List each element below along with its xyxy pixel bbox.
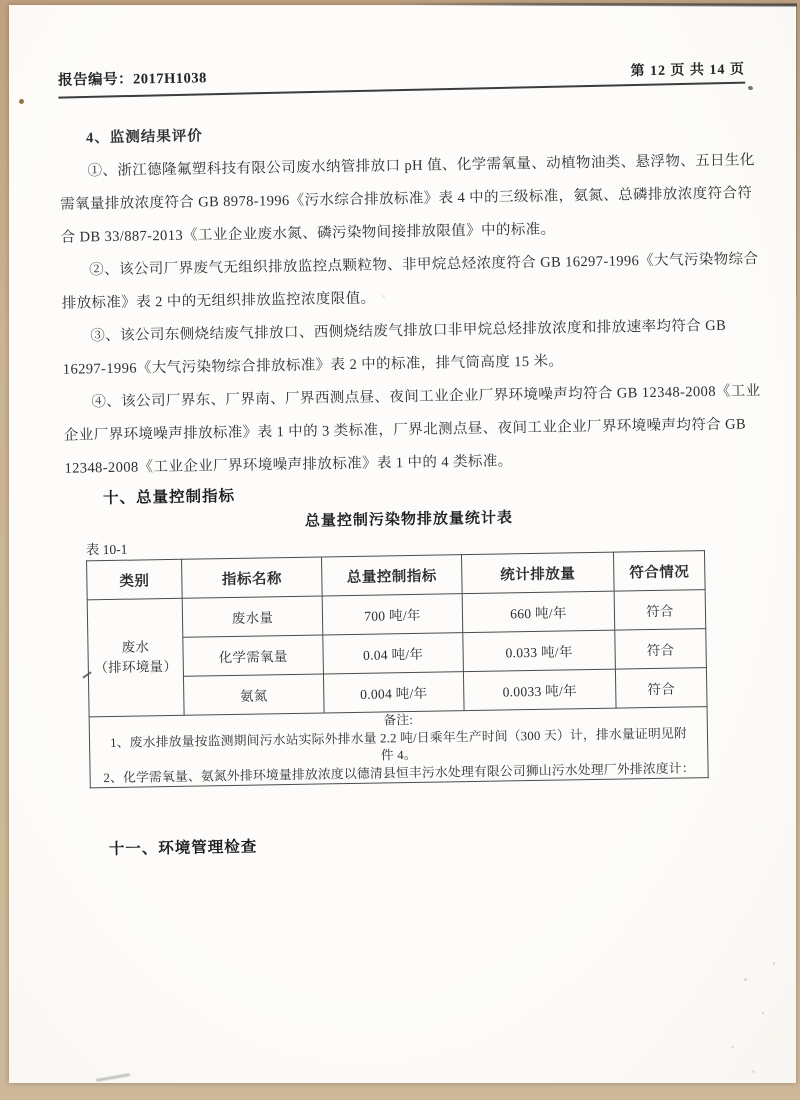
- paragraph-1-line: ①、浙江德隆氟塑科技有限公司废水纳管排放口 pH 值、化学需氧量、动植物油类、悬浮物、五日生化: [87, 152, 755, 180]
- report-number: [58, 66, 207, 89]
- page-content: [9, 5, 796, 1083]
- section-11-title: 十一、环境管理检查: [108, 838, 258, 859]
- paragraph-2-line: ②、该公司厂界废气无组织排放监控点颗粒物、非甲烷总烃浓度符合 GB 16297-1996《大气污染物综合: [89, 251, 759, 279]
- indicator-name: 废水量: [182, 596, 323, 637]
- paragraph-4-line: 12348-2008《工业企业厂界环境噪声排放标准》表 1 中的 4 类标准。: [64, 453, 513, 477]
- paragraph-4-line: ④、该公司厂界东、厂界南、厂界西测点昼、夜间工业企业厂界环境噪声均符合 GB 12348-2008《工业: [91, 383, 761, 411]
- section-10-title: 十、总量控制指标: [102, 487, 236, 508]
- scan-speck: [744, 978, 747, 981]
- remark-line: 备注:: [383, 712, 414, 728]
- section-4-title: 4、监测结果评价: [85, 128, 203, 147]
- indicator-name: 化学需氧量: [183, 635, 324, 676]
- col-header-control: 总量控制指标: [322, 555, 463, 596]
- col-header-indicator: 指标名称: [182, 557, 323, 598]
- body-text: [59, 111, 761, 862]
- paragraph-4-line: 企业厂界环境噪声排放标准》表 1 中的 3 类标准，厂界北测点昼、夜间工业企业厂界环境噪声均符合 GB: [63, 416, 747, 444]
- category-line1: 废水: [121, 639, 150, 655]
- conform-status: 符合: [615, 629, 707, 670]
- remark-row: [89, 707, 708, 788]
- stat-value: 0.0033 吨/年: [463, 669, 616, 711]
- remark-line: 件 4。: [380, 747, 417, 763]
- control-value: 0.004 吨/年: [323, 672, 464, 713]
- remark-line: 2、化学需氧量、氨氮外排环境量排放浓度以德清县恒丰污水处理有限公司狮山污水处理厂外排浓度计：: [103, 760, 695, 785]
- scan-speck: [752, 1070, 755, 1073]
- scan-speck: [19, 99, 24, 104]
- scan-speck: [731, 1046, 734, 1048]
- paragraph-1-line: 需氧量排放浓度符合 GB 8978-1996《污水综合排放标准》表 4 中的三级标准，氨氮、总磷排放浓度符合符: [60, 185, 753, 213]
- table-label: 表 10-1: [85, 541, 128, 558]
- scan-speck: [382, 295, 385, 298]
- paragraph-3-line: 16297-1996《大气污染物综合排放标准》表 2 中的标准，排气筒高度 15 米。: [62, 353, 564, 378]
- control-value: 0.04 吨/年: [323, 633, 464, 674]
- conform-status: 符合: [615, 668, 707, 709]
- scan-speck: [773, 962, 775, 965]
- table-title: 总量控制污染物排放量统计表: [304, 510, 514, 530]
- paragraph-3-line: ③、该公司东侧烧结废气排放口、西侧烧结废气排放口非甲烷总烃排放浓度和排放速率均符合 GB: [90, 317, 727, 345]
- category-cell: [87, 598, 184, 717]
- col-header-stat: 统计排放量: [461, 552, 614, 594]
- col-header-conform: 符合情况: [613, 551, 705, 592]
- paragraph-2-line: 排放标准》表 2 中的无组织排放监控浓度限值。: [61, 290, 376, 312]
- scan-speck: [762, 1012, 764, 1014]
- category-line2: （排环境量）: [94, 658, 178, 676]
- paper-sheet: [9, 5, 796, 1083]
- control-value: 700 吨/年: [322, 594, 463, 635]
- indicator-name: 氨氮: [183, 674, 324, 715]
- emission-statistics-table: [86, 550, 709, 788]
- report-number-label: 报告编号：: [57, 71, 134, 89]
- paragraph-1-line: 合 DB 33/887-2013《工业企业废水氮、磷污染物间接排放限值》中的标准。: [60, 221, 556, 246]
- remark-cell: [89, 707, 708, 788]
- report-number-value: 2017H1038: [132, 70, 207, 88]
- stat-value: 0.033 吨/年: [463, 630, 616, 672]
- stat-value: 660 吨/年: [462, 591, 615, 633]
- conform-status: 符合: [614, 590, 706, 631]
- remark-line: 1、废水排放量按监测期间污水站实际外排水量 2.2 吨/日乘年生产时间（300 天）计，排水量证明见附: [110, 725, 688, 750]
- scan-right-edge-line: [796, 6, 797, 296]
- col-header-category: 类别: [87, 559, 183, 600]
- page-indicator: 第 12 页 共 14 页: [630, 62, 746, 80]
